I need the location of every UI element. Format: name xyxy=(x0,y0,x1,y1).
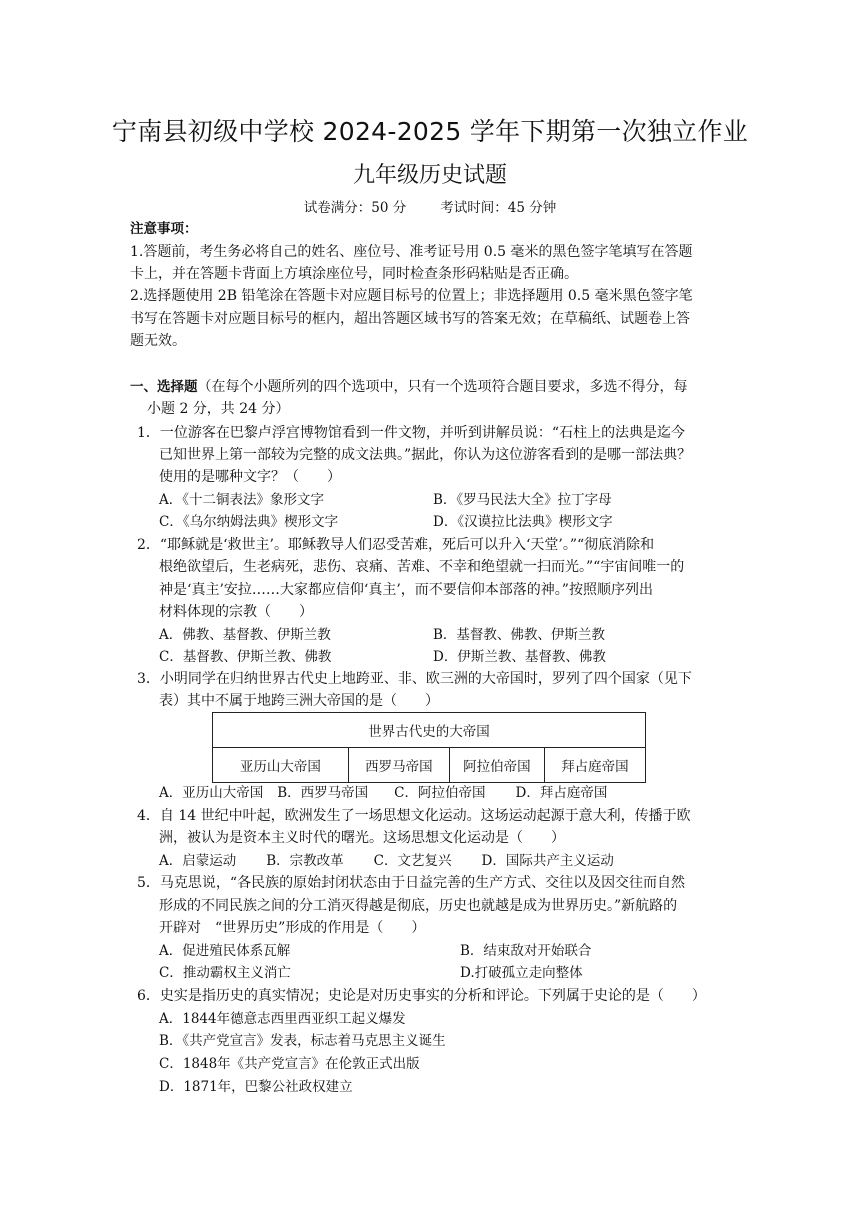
q2-option-b: B．基督教、佛教、伊斯兰教 xyxy=(433,627,605,643)
exam-title: 宁南县初级中学校 2024-2025 学年下期第一次独立作业 xyxy=(111,117,749,146)
notice-line: 题无效。 xyxy=(130,333,186,349)
section-heading-row xyxy=(130,376,740,398)
q1-stem: 已知世界上第一部较为完整的成文法典。”据此，你认为这位游客看到的是哪一部法典？ xyxy=(159,447,692,463)
q5-stem: 5．马克思说，“各民族的原始封闭状态由于日益完善的生产方式、交往以及因交往而自然 xyxy=(137,875,686,891)
exam-subtitle: 九年级历史试题 xyxy=(352,163,507,188)
full-score: 试卷满分：50 分 xyxy=(303,200,407,216)
q3-options xyxy=(159,782,607,804)
q6-option-d: D．1871年，巴黎公社政权建立 xyxy=(159,1079,353,1095)
q5-option-b: B．结束敌对开始联合 xyxy=(460,943,592,959)
q5-stem: 开辟对 “世界历史”形成的作用是（ ） xyxy=(159,920,426,936)
q3-option-c: C．阿拉伯帝国 xyxy=(394,785,486,801)
q2-stem: 2．“耶稣就是‘救世主’。耶稣教导人们忍受苦难，死后可以升入‘天堂’。”“彻底消除和 xyxy=(137,537,655,553)
q1-option-d: D．《汉谟拉比法典》楔形文字 xyxy=(433,514,613,530)
q2-option-c: C．基督教、伊斯兰教、佛教 xyxy=(159,649,332,665)
q1-option-b: B．《罗马民法大全》拉丁字母 xyxy=(433,492,612,508)
notice-line: 1.答题前，考生务必将自己的姓名、座位号、准考证号用 0.5 毫米的黑色签字笔填写在答题 xyxy=(130,244,693,260)
q6-option-a: A．1844年德意志西里西亚织工起义爆发 xyxy=(159,1011,406,1027)
q4-option-c: C．文艺复兴 xyxy=(373,853,452,869)
q6-option-b: B．《共产党宣言》发表，标志着马克思主义诞生 xyxy=(159,1033,446,1049)
q4-option-d: D．国际共产主义运动 xyxy=(481,853,614,869)
q5-stem: 形成的不同民族之间的分工消灭得越是彻底，历史也就越是成为世界历史。”新航路的 xyxy=(159,898,678,914)
empire-table xyxy=(212,712,646,783)
q2-stem: 根绝欲望后，生老病死，悲伤、哀痛、苦难、不幸和绝望就一扫而光。”“宇宙间唯一的 xyxy=(159,559,685,575)
q2-stem: 神是‘真主’安拉……大家都应信仰‘真主’，而不要信仰本部落的神。”按照顺序列出 xyxy=(159,582,653,598)
q5-option-c: C．推动霸权主义消亡 xyxy=(159,965,291,981)
exam-meta xyxy=(0,196,860,216)
q2-option-a: A．佛教、基督教、伊斯兰教 xyxy=(159,627,331,643)
empire-table-title: 世界古代史的大帝国 xyxy=(213,713,646,748)
empire-table-cell: 亚历山大帝国 xyxy=(213,748,349,783)
q5-option-d: D.打破孤立走向整体 xyxy=(460,965,583,981)
q6-option-c: C．1848年《共产党宣言》在伦敦正式出版 xyxy=(159,1056,420,1072)
q4-option-a: A．启蒙运动 xyxy=(159,853,237,869)
exam-time: 考试时间：45 分钟 xyxy=(440,200,557,216)
notice-line: 卡上，并在答题卡背面上方填涂座位号，同时检查条形码粘贴是否正确。 xyxy=(130,266,578,282)
q4-option-b: B．宗教改革 xyxy=(266,853,344,869)
notice-heading: 注意事项： xyxy=(130,221,198,237)
section-heading: 一、选择题 xyxy=(130,379,198,395)
empire-table-cell: 拜占庭帝国 xyxy=(544,748,645,783)
q6-stem: 6．史实是指历史的真实情况；史论是对历史事实的分析和评论。下列属于史论的是（ ） xyxy=(137,988,706,1004)
q3-stem: 表）其中不属于地跨三洲大帝国的是（ ） xyxy=(159,693,439,709)
q4-stem: 洲，被认为是资本主义时代的曙光。这场思想文化运动是（ ） xyxy=(159,830,565,846)
q3-option-a: A．亚历山大帝国 xyxy=(159,785,264,801)
section-desc-cont: 小题 2 分，共 24 分） xyxy=(147,401,290,417)
q1-stem: 1．一位游客在巴黎卢浮宫博物馆看到一件文物，并听到讲解员说：“石柱上的法典是迄今 xyxy=(137,425,686,441)
q1-option-a: A．《十二铜表法》象形文字 xyxy=(159,492,324,508)
notice-line: 2.选择题使用 2B 铅笔涂在答题卡对应题目标号的位置上；非选择题用 0.5 毫米黑色签字笔 xyxy=(130,288,693,304)
q4-options xyxy=(159,850,614,872)
notice-line: 书写在答题卡对应题目标号的框内，超出答题区域书写的答案无效；在草稿纸、试题卷上答 xyxy=(130,311,690,327)
q4-stem: 4．自 14 世纪中叶起，欧洲发生了一场思想文化运动。这场运动起源于意大利，传播于欧 xyxy=(137,808,691,824)
q2-stem: 材料体现的宗教（ ） xyxy=(159,604,313,620)
q3-stem: 3．小明同学在归纳世界古代史上地跨亚、非、欧三洲的大帝国时，罗列了四个国家（见下 xyxy=(137,671,692,687)
q2-option-d: D．伊斯兰教、基督教、佛教 xyxy=(433,649,606,665)
empire-table-cell: 阿拉伯帝国 xyxy=(449,748,544,783)
empire-table-cell: 西罗马帝国 xyxy=(348,748,449,783)
section-desc: （在每个小题所列的四个选项中，只有一个选项符合题目要求，多选不得分，每 xyxy=(197,379,688,395)
q3-option-b: B．西罗马帝国 xyxy=(277,785,369,801)
q1-option-c: C．《乌尔纳姆法典》楔形文字 xyxy=(159,514,339,530)
q1-stem: 使用的是哪种文字？（ ） xyxy=(159,469,341,485)
q5-option-a: A．促进殖民体系瓦解 xyxy=(159,943,291,959)
q3-option-d: D．拜占庭帝国 xyxy=(515,785,608,801)
